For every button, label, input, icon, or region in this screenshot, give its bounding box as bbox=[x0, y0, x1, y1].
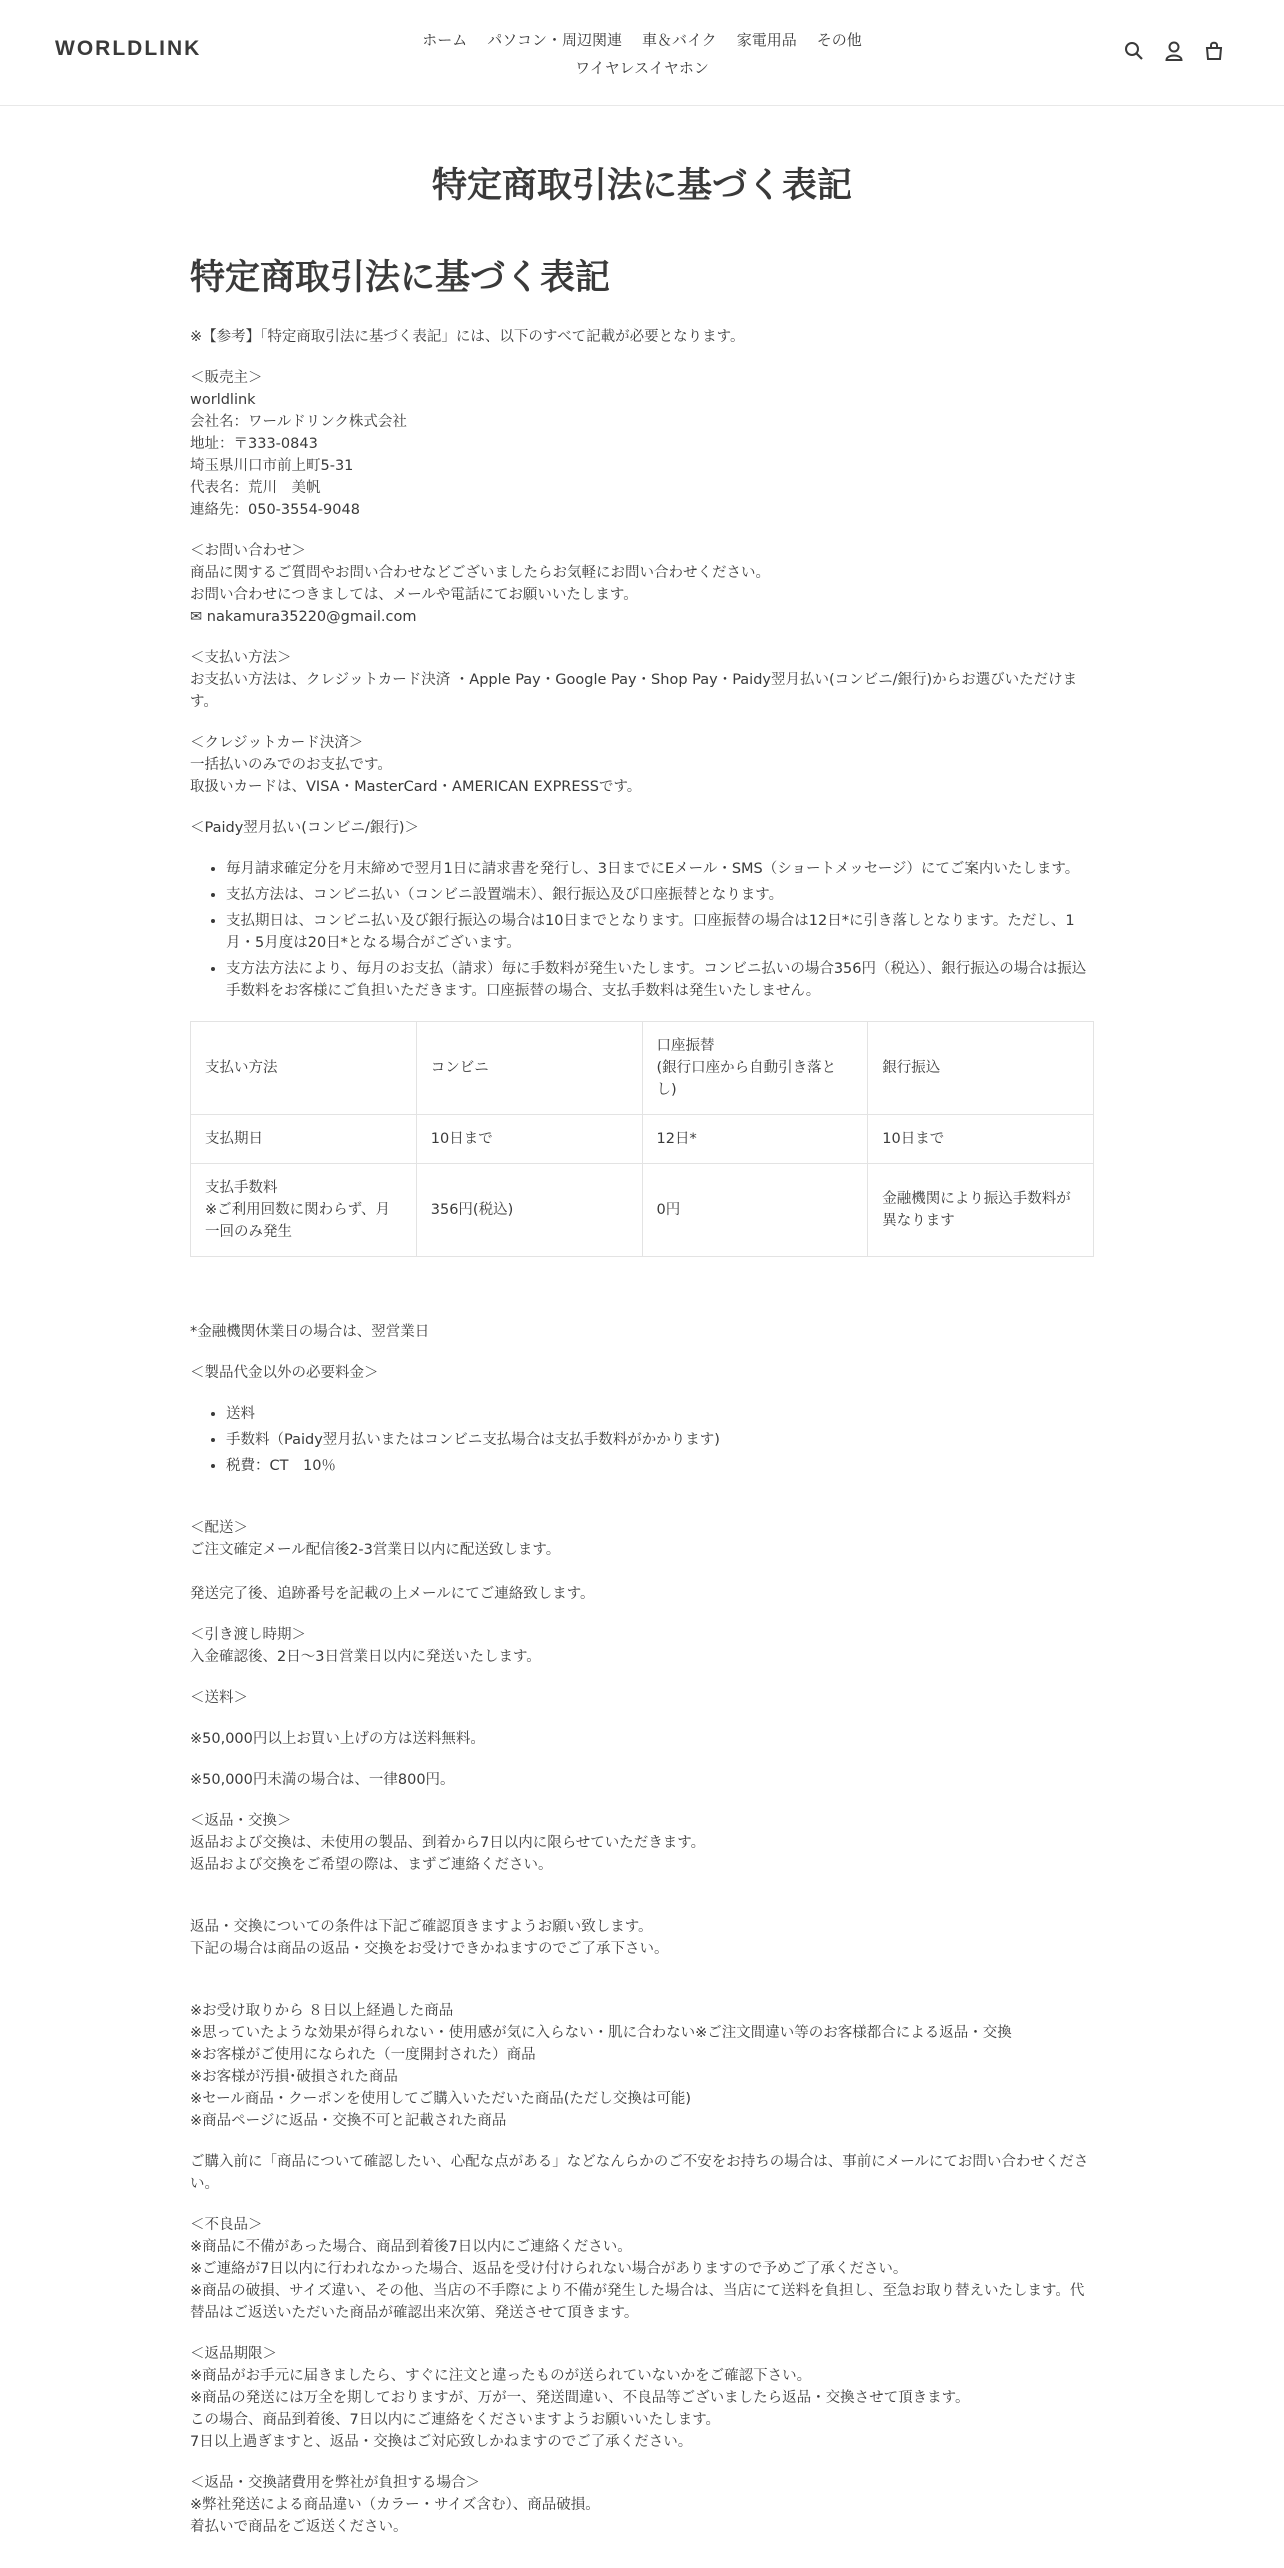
list-item: • 支払期日は、コンビニ払い及び銀行振込の場合は10日までとなります。口座振替の場合は12日*に引き落しとなります。ただし、1月・5月度は20日*となる場合がございます。 bbox=[226, 910, 1094, 954]
return-costs-heading: ＜返品・交換諸費用を弊社が負担する場合＞ bbox=[190, 2475, 480, 2491]
list-item: • 送料 bbox=[226, 1403, 1094, 1425]
header-icons bbox=[1124, 40, 1224, 62]
nav-appliances[interactable]: 家電用品 bbox=[736, 31, 797, 49]
exclusion-line: ※商品ページに返品・交換不可と記載された商品 bbox=[190, 2113, 507, 2129]
nav-other[interactable]: その他 bbox=[816, 31, 862, 49]
credit-section bbox=[190, 732, 1094, 798]
shipping-heading: ＜送料＞ bbox=[190, 1690, 248, 1706]
list-item: • 手数料（Paidy翌月払いまたはコンビニ支払場合は支払手数料がかかります) bbox=[226, 1429, 1094, 1451]
cart-icon[interactable] bbox=[1204, 40, 1224, 62]
defective-line: ※商品の破損、サイズ違い、その他、当店の不手際により不備が発生した場合は、当店にて送料を負担し、至急お取り替えいたします。代替品はご返送いただいた商品が確認出来次第、発送させて頂きます。 bbox=[190, 2283, 1085, 2321]
table-row bbox=[191, 1022, 1094, 1115]
seller-line: worldlink bbox=[190, 392, 256, 408]
contact-line: 商品に関するご質問やお問い合わせなどございましたらお気軽にお問い合わせください。 bbox=[190, 565, 770, 581]
shipping-free: ※50,000円以上お買い上げの方は送料無料。 bbox=[190, 1731, 485, 1747]
table-cell: 金融機関により振込手数料が異なります bbox=[868, 1164, 1094, 1257]
table-cell: 356円(税込) bbox=[416, 1164, 642, 1257]
nav-home[interactable]: ホーム bbox=[422, 31, 468, 49]
delivery-heading: ＜配送＞ bbox=[190, 1520, 248, 1536]
holiday-note: *金融機関休業日の場合は、翌営業日 bbox=[190, 1324, 430, 1340]
contact-section bbox=[190, 540, 1094, 628]
seller-line: 地址：〒333-0843 bbox=[190, 436, 318, 452]
contact-line: お問い合わせにつきましては、メールや電話にてお願いいたします。 bbox=[190, 587, 638, 603]
credit-heading: ＜クレジットカード決済＞ bbox=[190, 735, 364, 751]
return-period-line: ※商品がお手元に届きましたら、すぐに注文と違ったものが送られていないかをご確認下さい。 bbox=[190, 2368, 812, 2384]
paidy-list bbox=[226, 858, 1094, 1002]
nav-car-bike[interactable]: 車＆バイク bbox=[641, 31, 717, 49]
legal-content bbox=[190, 254, 1094, 2538]
seller-line: 会社名：ワールドリンク株式会社 bbox=[190, 414, 407, 430]
returns-line: 返品および交換をご希望の際は、まずご連絡ください。 bbox=[190, 1857, 553, 1873]
exclusion-line: ※お客様が汚損･破損された商品 bbox=[190, 2069, 398, 2085]
list-item: • 毎月請求確定分を月末締めで翌月1日に請求書を発行し、3日までにEメール・SMS（ショートメッセージ）にてご案内いたします。 bbox=[226, 858, 1094, 880]
paidy-heading: ＜Paidy翌月払い(コンビニ/銀行)＞ bbox=[190, 820, 419, 836]
table-cell: 支払手数料 ※ご利用回数に関わらず、月一回のみ発生 bbox=[191, 1164, 417, 1257]
nav-earphones[interactable]: ワイヤレスイヤホン bbox=[575, 59, 709, 77]
intro-text: ※【参考】「特定商取引法に基づく表記」には、以下のすべて記載が必要となります。 bbox=[190, 329, 745, 345]
exclusion-line: ※お受け取りから ８日以上経過した商品 bbox=[190, 2003, 454, 2019]
return-period-line: ※商品の発送には万全を期しておりますが、万が一、発送間違い、不良品等ございましたら返品・交換させて頂きます。 bbox=[190, 2390, 970, 2406]
table-cell: 支払期日 bbox=[191, 1115, 417, 1164]
table-cell: 10日まで bbox=[868, 1115, 1094, 1164]
return-period-heading: ＜返品期限＞ bbox=[190, 2346, 277, 2362]
exclusion-line: ※お客様がご使用になられた（一度開封された）商品 bbox=[190, 2047, 536, 2063]
list-item: • 支方法方法により、毎月のお支払（請求）毎に手数料が発生いたします。コンビニ払いの場合356円（税込）、銀行振込の場合は振込手数料をお客様にご負担いただきます。口座振替の場合、支払手数料は発生いたしません。 bbox=[226, 958, 1094, 1002]
exclusion-line: ※セール商品・クーポンを使用してご購入いただいた商品(ただし交換は可能) bbox=[190, 2091, 692, 2107]
handover-section bbox=[190, 1624, 1094, 1668]
credit-line: 取扱いカードは、VISA・MasterCard・AMERICAN EXPRESSです。 bbox=[190, 779, 642, 795]
defective-section bbox=[190, 2214, 1094, 2324]
table-cell: 銀行振込 bbox=[868, 1022, 1094, 1115]
seller-heading: ＜販売主＞ bbox=[190, 370, 263, 386]
delivery-section bbox=[190, 1517, 1094, 1561]
conditions-line: 返品・交換についての条件は下記ご確認頂きますようお願い致します。 bbox=[190, 1919, 653, 1935]
returns-heading: ＜返品・交換＞ bbox=[190, 1813, 292, 1829]
list-item: • 支払方法は、コンビニ払い（コンビニ設置端末）、銀行振込及び口座振替となります。 bbox=[226, 884, 1094, 906]
defective-line: ※ご連絡が7日以内に行われなかった場合、返品を受け付けられない場合がありますので予めご了承ください。 bbox=[190, 2261, 908, 2277]
returns-line: 返品および交換は、未使用の製品、到着から7日以内に限らせていただきます。 bbox=[190, 1835, 706, 1851]
search-icon[interactable] bbox=[1124, 40, 1144, 62]
seller-line: 代表名：荒川 美帆 bbox=[190, 480, 321, 496]
content-heading: 特定商取引法に基づく表記 bbox=[190, 258, 611, 298]
contact-email[interactable]: ✉ nakamura35220@gmail.com bbox=[190, 609, 417, 625]
table-row bbox=[191, 1164, 1094, 1257]
delivery-note: 発送完了後、追跡番号を記載の上メールにてご連絡致します。 bbox=[190, 1586, 595, 1602]
conditions-line: 下記の場合は商品の返品・交換をお受けできかねますのでご了承下さい。 bbox=[190, 1941, 669, 1957]
return-costs-section bbox=[190, 2472, 1094, 2538]
before-purchase: ご購入前に「商品について確認したい、心配な点がある」などなんらかのご不安をお持ちの場合は、事前にメールにてお問い合わせください。 bbox=[190, 2154, 1089, 2192]
credit-line: 一括払いのみでのお支払です。 bbox=[190, 757, 392, 773]
table-cell: 口座振替 (銀行口座から自動引き落とし) bbox=[642, 1022, 868, 1115]
table-row bbox=[191, 1115, 1094, 1164]
returns-conditions bbox=[190, 1916, 1094, 1960]
delivery-line: ご注文確定メール配信後2-3営業日以内に配送致します。 bbox=[190, 1542, 561, 1558]
return-costs-line: ※弊社発送による商品違い（カラー・サイズ含む）、商品破損。 bbox=[190, 2497, 600, 2513]
nav-pc[interactable]: パソコン・周辺関連 bbox=[487, 31, 622, 49]
handover-heading: ＜引き渡し時期＞ bbox=[190, 1627, 306, 1643]
defective-heading: ＜不良品＞ bbox=[190, 2217, 263, 2233]
return-period-section bbox=[190, 2343, 1094, 2453]
fees-heading: ＜製品代金以外の必要料金＞ bbox=[190, 1365, 379, 1381]
main-nav bbox=[400, 26, 884, 82]
payment-table bbox=[190, 1021, 1094, 1257]
return-costs-line: 着払いで商品をご返送ください。 bbox=[190, 2519, 408, 2535]
payment-line: お支払い方法は、クレジットカード決済 ・Apple Pay・Google Pay・Shop Pay・Paidy翌月払い(コンビニ/銀行)からお選びいただけます。 bbox=[190, 672, 1078, 710]
handover-line: 入金確認後、2日～3日営業日以内に発送いたします。 bbox=[190, 1649, 541, 1665]
site-header bbox=[0, 0, 1284, 106]
shipping-fee: ※50,000円未満の場合は、一律800円。 bbox=[190, 1772, 455, 1788]
payment-heading: ＜支払い方法＞ bbox=[190, 650, 292, 666]
table-cell: コンビニ bbox=[416, 1022, 642, 1115]
table-cell: 支払い方法 bbox=[191, 1022, 417, 1115]
table-cell: 12日* bbox=[642, 1115, 868, 1164]
page-title: 特定商取引法に基づく表記 bbox=[431, 166, 852, 206]
return-period-line: この場合、商品到着後、7日以内にご連絡をくださいますようお願いいたします。 bbox=[190, 2412, 721, 2428]
seller-line: 連絡先：050-3554-9048 bbox=[190, 502, 360, 518]
payment-section bbox=[190, 647, 1094, 713]
logo[interactable]: WORLDLINK bbox=[55, 37, 202, 60]
returns-exclusions bbox=[190, 2000, 1094, 2132]
table-cell: 10日まで bbox=[416, 1115, 642, 1164]
fees-list bbox=[226, 1403, 1094, 1477]
list-item: • 税費：CT 10％ bbox=[226, 1455, 1094, 1477]
defective-line: ※商品に不備があった場合、商品到着後7日以内にご連絡ください。 bbox=[190, 2239, 632, 2255]
exclusion-line: ※思っていたような効果が得られない・使用感が気に入らない・肌に合わない※ご注文間違い等のお客様都合による返品・交換 bbox=[190, 2025, 1012, 2041]
returns-section bbox=[190, 1810, 1094, 1876]
contact-heading: ＜お問い合わせ＞ bbox=[190, 543, 306, 559]
seller-line: 埼玉県川口市前上町5-31 bbox=[190, 458, 354, 474]
return-period-line: 7日以上過ぎますと、返品・交換はご対応致しかねますのでご了承ください。 bbox=[190, 2434, 693, 2450]
table-cell: 0円 bbox=[642, 1164, 868, 1257]
account-icon[interactable] bbox=[1164, 40, 1184, 62]
